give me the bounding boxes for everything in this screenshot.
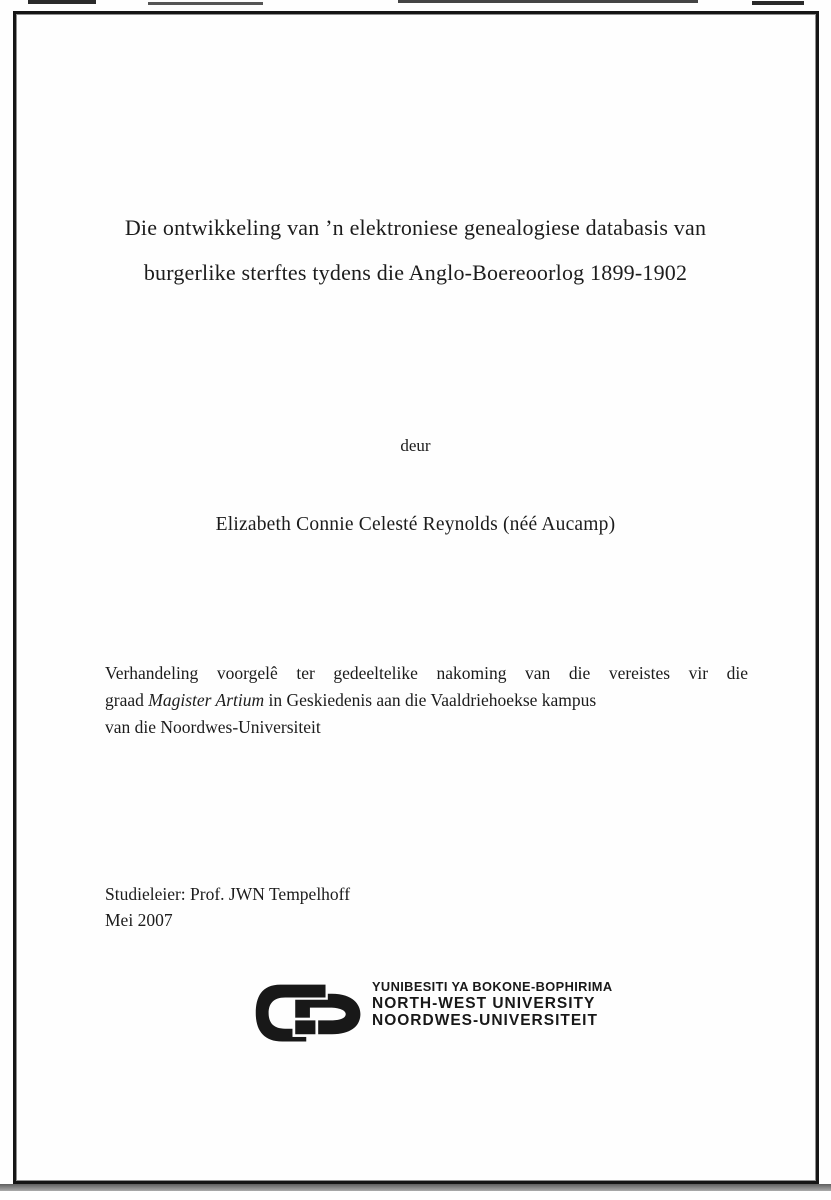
degree-statement-line3: van die Noordwes-Universiteit: [105, 717, 321, 737]
degree-name-italic: Magister Artium: [148, 690, 265, 710]
scan-artifact: [398, 0, 698, 3]
degree-statement-line2-pre: graad: [105, 690, 149, 710]
thesis-title: [60, 205, 771, 295]
wordmark-setswana: YUNIBESITI YA BOKONE-BOPHIRIMA: [372, 979, 613, 994]
thesis-title-line2: burgerlike sterftes tydens die Anglo-Boereoorlog 1899-1902: [143, 260, 688, 285]
supervisor-block: [105, 881, 350, 933]
university-logo: [253, 974, 612, 1056]
scan-artifact-bottom: [0, 1184, 831, 1191]
degree-statement: [105, 660, 748, 741]
thesis-title-line1: Die ontwikkeling van ’n elektroniese genealogiese databasis van: [124, 215, 707, 240]
degree-statement-line2: [105, 687, 748, 714]
byline: deur: [400, 436, 431, 455]
degree-statement-line2-post: in Geskiedenis aan die Vaaldriehoekse kampus: [264, 690, 597, 710]
wordmark-afrikaans: NOORDWES-UNIVERSITEIT: [372, 1012, 598, 1029]
degree-statement-line1: Verhandeling voorgelê ter gedeeltelike nakoming van die vereistes vir die: [105, 663, 748, 683]
scan-artifact: [148, 2, 263, 5]
university-wordmark: [372, 974, 612, 1029]
supervisor-line: Studieleier: Prof. JWN Tempelhoff: [105, 884, 351, 904]
nwu-interlocked-links-icon: [253, 977, 365, 1056]
scan-artifact: [752, 1, 804, 5]
scan-artifact: [28, 0, 96, 4]
author-name: Elizabeth Connie Celesté Reynolds (néé Aucamp): [215, 514, 616, 535]
wordmark-english: NORTH-WEST UNIVERSITY: [372, 995, 596, 1012]
date-line: Mei 2007: [105, 910, 173, 930]
